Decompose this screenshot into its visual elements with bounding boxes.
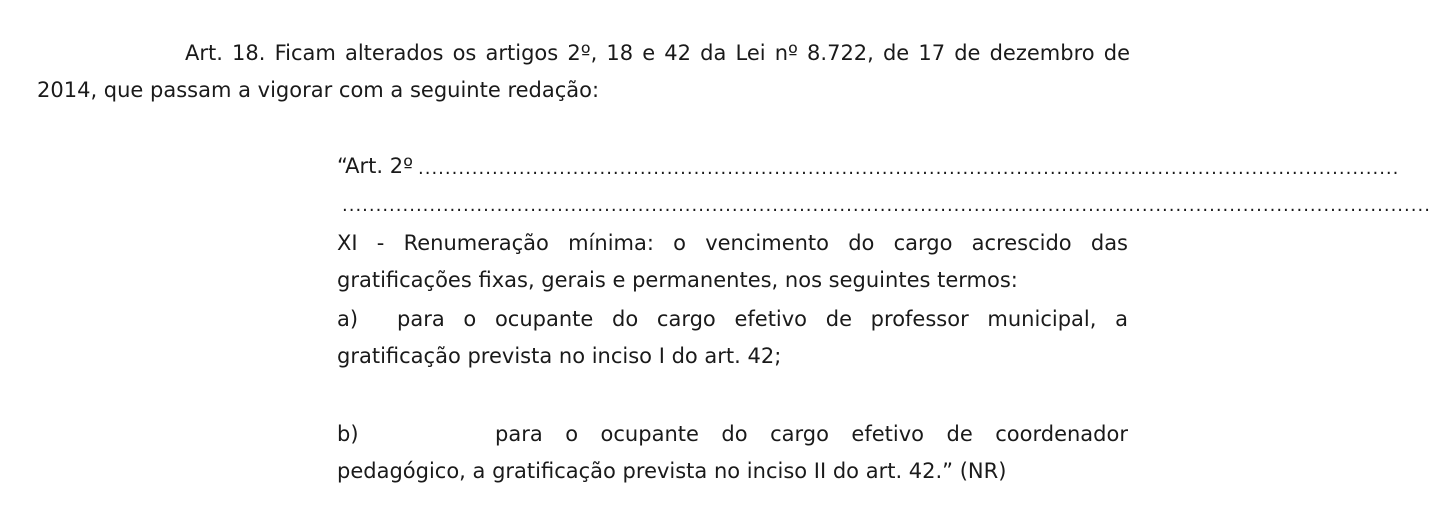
article-18-line-1: Art. 18. Ficam alterados os artigos 2º, 18 e 42 da Lei nº 8.722, de 17 de dezembro de xyxy=(185,41,1130,65)
item-b-marker: b) xyxy=(337,422,359,446)
elision-dots-1: .................................................................................................................................................. xyxy=(418,158,1400,179)
article-18-line-2: 2014, que passam a vigorar com a seguinte redação: xyxy=(37,78,600,102)
item-b-line-2: pedagógico, a gratificação prevista no inciso II do art. 42.” (NR) xyxy=(337,459,1007,483)
inciso-xi-line-1: XI - Renumeração mínima: o vencimento do cargo acrescido das xyxy=(337,231,1128,255)
item-a-line-2: gratificação prevista no inciso I do art. 42; xyxy=(337,344,782,368)
item-b-line-1: para o ocupante do cargo efetivo de coordenador xyxy=(495,422,1128,446)
item-a-line-1: para o ocupante do cargo efetivo de professor municipal, a xyxy=(397,307,1128,331)
art-2-label: “Art. 2º xyxy=(337,154,414,178)
item-a-marker: a) xyxy=(337,307,359,331)
elision-dots-2: .................................................................................................................................................................. xyxy=(342,195,1431,216)
inciso-xi-line-2: gratificações fixas, gerais e permanentes, nos seguintes termos: xyxy=(337,268,1018,292)
